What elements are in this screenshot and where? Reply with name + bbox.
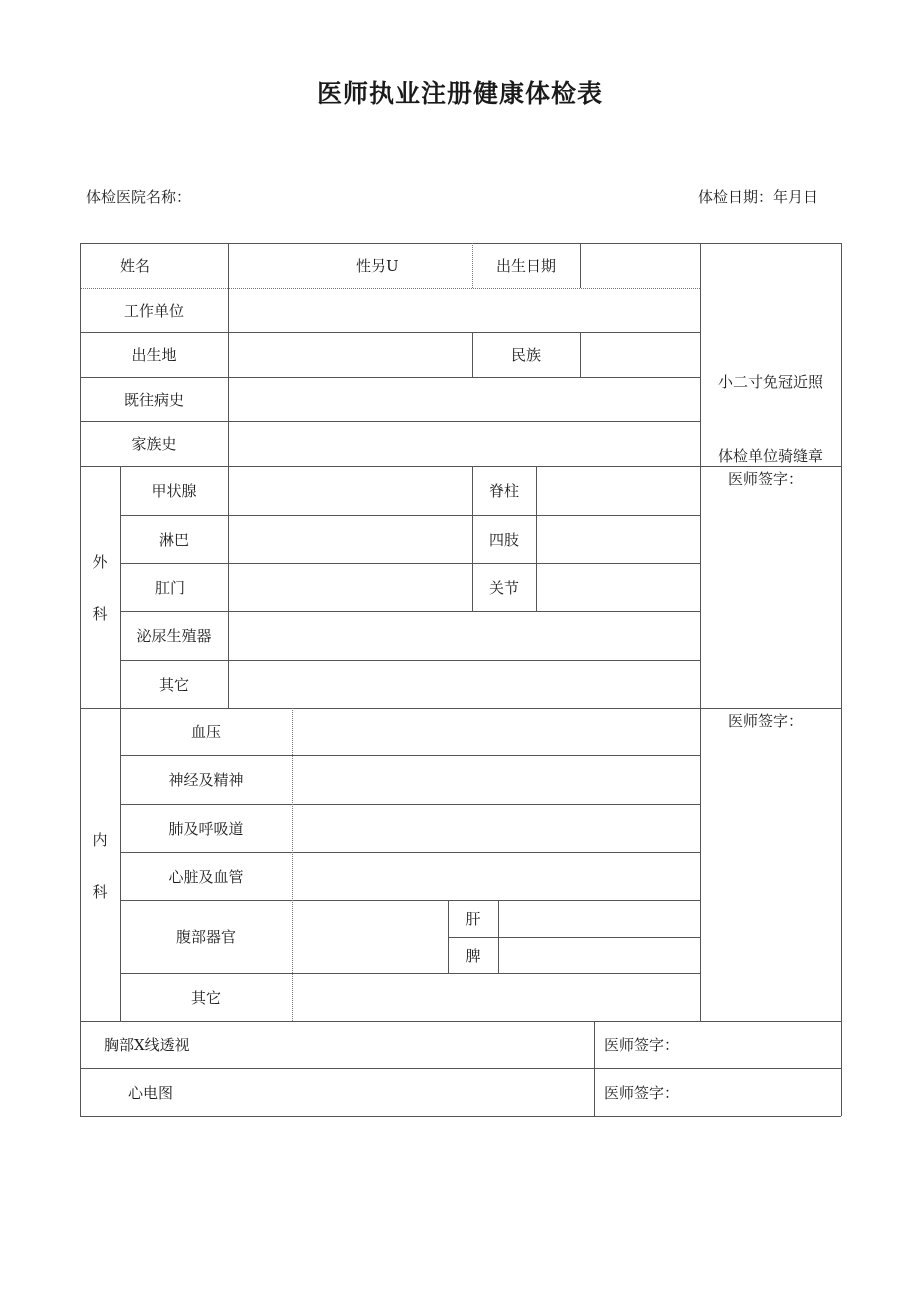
work-unit-label: 工作单位 [123, 301, 184, 320]
surgery-other-label: 其它 [158, 675, 189, 694]
spleen-label: 脾 [465, 946, 481, 965]
gender-label: 性另U [356, 257, 399, 275]
ecg-signature-label: 医师签字： [604, 1083, 680, 1102]
anus-label: 肛门 [154, 578, 185, 597]
thyroid-label: 甲状腺 [151, 482, 197, 500]
lung-respiratory-label: 肺及呼吸道 [168, 819, 244, 838]
rule [498, 900, 499, 973]
name-label: 姓名 [120, 257, 151, 275]
internal-section-char: 内 [92, 831, 108, 849]
limbs-label: 四肢 [488, 530, 519, 549]
page-title: 医师执业注册健康体检表 [316, 79, 603, 108]
rule [841, 243, 842, 1116]
internal-signature-label: 医师签字： [728, 712, 804, 730]
heart-vessel-label: 心脏及血管 [168, 867, 244, 886]
urogenital-label: 泌尿生殖器 [136, 627, 212, 645]
nerve-mental-label: 神经及精神 [168, 771, 244, 789]
liver-label: 肝 [465, 910, 481, 928]
rule [292, 708, 293, 1021]
ecg-label: 心电图 [128, 1083, 174, 1102]
rule [80, 1116, 841, 1117]
blood-pressure-label: 血压 [190, 723, 221, 741]
lymph-label: 淋巴 [158, 530, 189, 549]
birthplace-label: 出生地 [131, 346, 177, 364]
ethnicity-label: 民族 [510, 346, 541, 364]
chest-xray-signature-label: 医师签字： [604, 1036, 680, 1054]
seal-label: 体检单位骑缝章 [717, 446, 823, 465]
surgery-signature-label: 医师签字： [728, 470, 804, 488]
rule [580, 243, 581, 288]
rule [228, 243, 229, 708]
rule [536, 466, 537, 611]
internal-section-char: 科 [92, 883, 108, 901]
joints-label: 关节 [488, 578, 519, 597]
rule [580, 332, 581, 377]
spine-label: 脊柱 [488, 482, 519, 500]
surgery-section-char: 外 [92, 553, 108, 571]
rule [700, 243, 701, 1021]
birth-date-label: 出生日期 [495, 257, 556, 275]
internal-other-label: 其它 [190, 988, 221, 1007]
chest-xray-label: 胸部X线透视 [104, 1036, 190, 1054]
family-history-label: 家族史 [131, 435, 177, 453]
abdomen-label: 腹部器官 [175, 928, 236, 946]
hospital-name-label: 体检医院名称： [86, 188, 192, 206]
rule [594, 1021, 595, 1116]
surgery-section-char: 科 [92, 605, 108, 623]
exam-date-label: 体检日期：年月日 [698, 188, 819, 206]
past-history-label: 既往病史 [123, 390, 184, 409]
photo-placeholder-label: 小二寸免冠近照 [717, 372, 823, 391]
